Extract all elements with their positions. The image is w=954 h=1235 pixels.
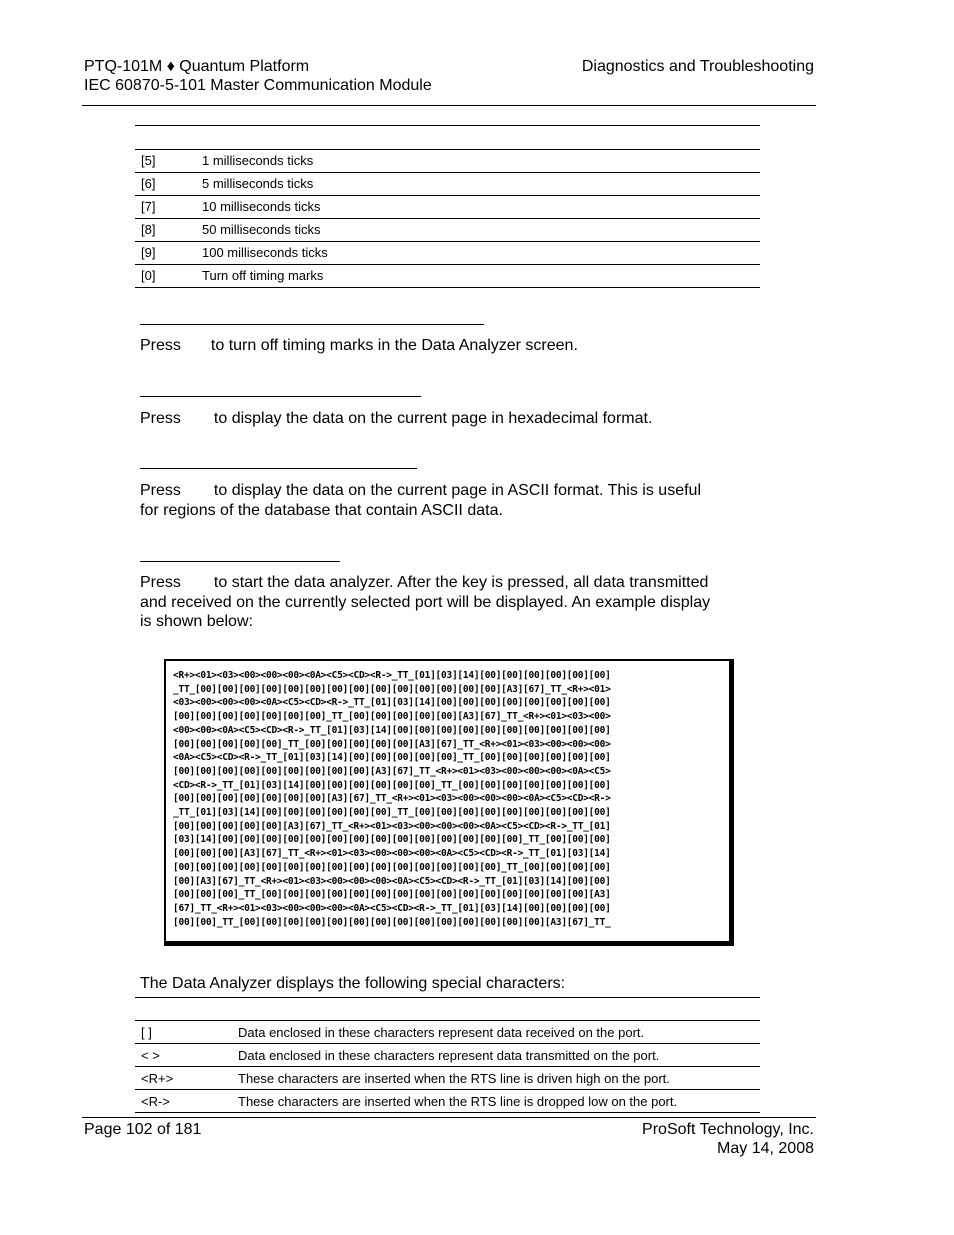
timing-key: [9] <box>141 245 156 260</box>
footer-rule <box>82 1117 816 1118</box>
table-row <box>135 1090 760 1113</box>
table-row <box>135 218 760 242</box>
section-text: to display the data on the current page in hexadecimal format. <box>213 410 653 427</box>
timing-key: [0] <box>141 268 156 283</box>
section-text-cont: and received on the currently selected port will be displayed. An example display <box>140 593 711 611</box>
section-paragraph <box>140 409 652 429</box>
timing-desc: Turn off timing marks <box>202 268 324 283</box>
footer-date: May 14, 2008 <box>717 1140 814 1157</box>
timing-key: [5] <box>141 153 156 168</box>
section-heading-rule <box>140 468 417 469</box>
special-key: [ ] <box>141 1025 152 1040</box>
section-text: to start the data analyzer. After the key is pressed, all data transmitted <box>213 574 709 591</box>
timing-desc: 50 milliseconds ticks <box>202 222 321 237</box>
header-section-title: Diagnostics and Troubleshooting <box>581 58 814 75</box>
section-paragraph <box>140 336 578 356</box>
special-table-top-rule <box>135 997 760 998</box>
press-word: Press <box>140 482 181 499</box>
timing-desc: 5 milliseconds ticks <box>202 176 314 191</box>
section-text: to display the data on the current page in ASCII format. This is useful <box>213 482 701 499</box>
timing-desc: 100 milliseconds ticks <box>202 245 328 260</box>
special-chars-intro: The Data Analyzer displays the following special characters: <box>140 975 566 992</box>
table-row <box>135 172 760 196</box>
section-heading-rule <box>140 324 484 325</box>
press-word: Press <box>140 337 181 354</box>
table-row <box>135 195 760 219</box>
table-row <box>135 1044 760 1067</box>
timing-table-top-rule <box>135 125 760 126</box>
header-product-subtitle: IEC 60870-5-101 Master Communication Module <box>84 77 432 94</box>
header-product-line: PTQ-101M ♦ Quantum Platform <box>84 58 310 75</box>
section-paragraph <box>140 481 701 520</box>
data-analyzer-output: <R+><01><03><00><00><00><0A><C5><CD><R->_TT_[01][03][14][00][00][00][00][00][00] _TT_[00][00][00][00][00][00][00][00][00][00][00][00][00][00][A3][67]_TT_<R+><01> <03><00><00><00><0A><C5><CD><R->_TT_[01][03][14][00][00][00][00][00][00][00][00] [00][00][00][00][00][00][00]_TT_[00][00][00][00][00][A3][67]_TT_<R+><01><03><00> <00><00><0A><C5><CD><R->_TT_[01][03][14][00][00][00][00][00][00][00][00][00][00] [00][00][00][00][00]_TT_[00][00][00][00][00][A3][67]_TT_<R+><01><03><00><00><00> <0A><C5><CD><R->_TT_[01][03][14][00][00][00][00][00]_TT_[00][00][00][00][00][00] [00][00][00][00][00][00][00][00][00][A3][67]_TT_<R+><01><03><00><00><00><0A><C5> <CD><R->_TT_[01][03][14][00][00][00][00][00][00]_TT_[00][00][00][00][00][00][00] [00][00][00][00][00][00][00][A3][67]_TT_<R+><01><03><00><00><00><0A><C5><CD><R-> _TT_[01][03][14][00][00][00][00][00][00]_TT_[00][00][00][00][00][00][00][00][00] [00][00][00][00][00][A3][67]_TT_<R+><01><03><00><00><00><0A><C5><CD><R->_TT_[01] [03][14][00][00][00][00][00][00][00][00][00][00][00][00][00][00]_TT_[00][00][00] [00][00][00][A3][67]_TT_<R+><01><03><00><00><00><0A><C5><CD><R->_TT_[01][03][14] [00][00][00][00][00][00][00][00][00][00][00][00][00][00][00]_TT_[00][00][00][00] [00][A3][67]_TT_<R+><01><03><00><00><00><0A><C5><CD><R->_TT_[01][03][14][00][00] [00][00][00]_TT_[00][00][00][00][00][00][00][00][00][00][00][00][00][00][00][A3] [67]_TT_<R+><01><03><00><00><00><0A><C5><CD><R->_TT_[01][03][14][00][00][00][00] [00][00]_TT_[00][00][00][00][00][00][00][00][00][00][00][00][00][00][A3][67]_TT_ <box>173 670 611 928</box>
section-text-cont: is shown below: <box>140 613 253 630</box>
special-desc: Data enclosed in these characters represent data received on the port. <box>238 1025 645 1040</box>
table-row <box>135 264 760 288</box>
timing-key: [8] <box>141 222 156 237</box>
table-row <box>135 241 760 265</box>
timing-desc: 10 milliseconds ticks <box>202 199 321 214</box>
header-rule <box>82 105 816 106</box>
special-key: < > <box>141 1048 160 1063</box>
special-desc: These characters are inserted when the RTS line is driven high on the port. <box>238 1071 670 1086</box>
section-heading-rule <box>140 561 340 562</box>
special-desc: Data enclosed in these characters represent data transmitted on the port. <box>238 1048 660 1063</box>
section-paragraph <box>140 573 710 632</box>
section-heading-rule <box>140 396 421 397</box>
table-row <box>135 149 760 173</box>
special-key: <R+> <box>141 1071 174 1086</box>
press-word: Press <box>140 574 181 591</box>
table-row <box>135 1021 760 1044</box>
footer-company: ProSoft Technology, Inc. <box>642 1121 814 1138</box>
timing-key: [6] <box>141 176 156 191</box>
table-row <box>135 1067 760 1090</box>
special-desc: These characters are inserted when the RTS line is dropped low on the port. <box>238 1094 678 1109</box>
press-word: Press <box>140 410 181 427</box>
timing-key: [7] <box>141 199 156 214</box>
section-text: to turn off timing marks in the Data Analyzer screen. <box>210 337 578 354</box>
data-analyzer-display <box>164 659 734 946</box>
footer-page-number: Page 102 of 181 <box>84 1121 202 1138</box>
special-key: <R-> <box>141 1094 170 1109</box>
section-text-cont: for regions of the database that contain ASCII data. <box>140 501 503 519</box>
timing-desc: 1 milliseconds ticks <box>202 153 314 168</box>
